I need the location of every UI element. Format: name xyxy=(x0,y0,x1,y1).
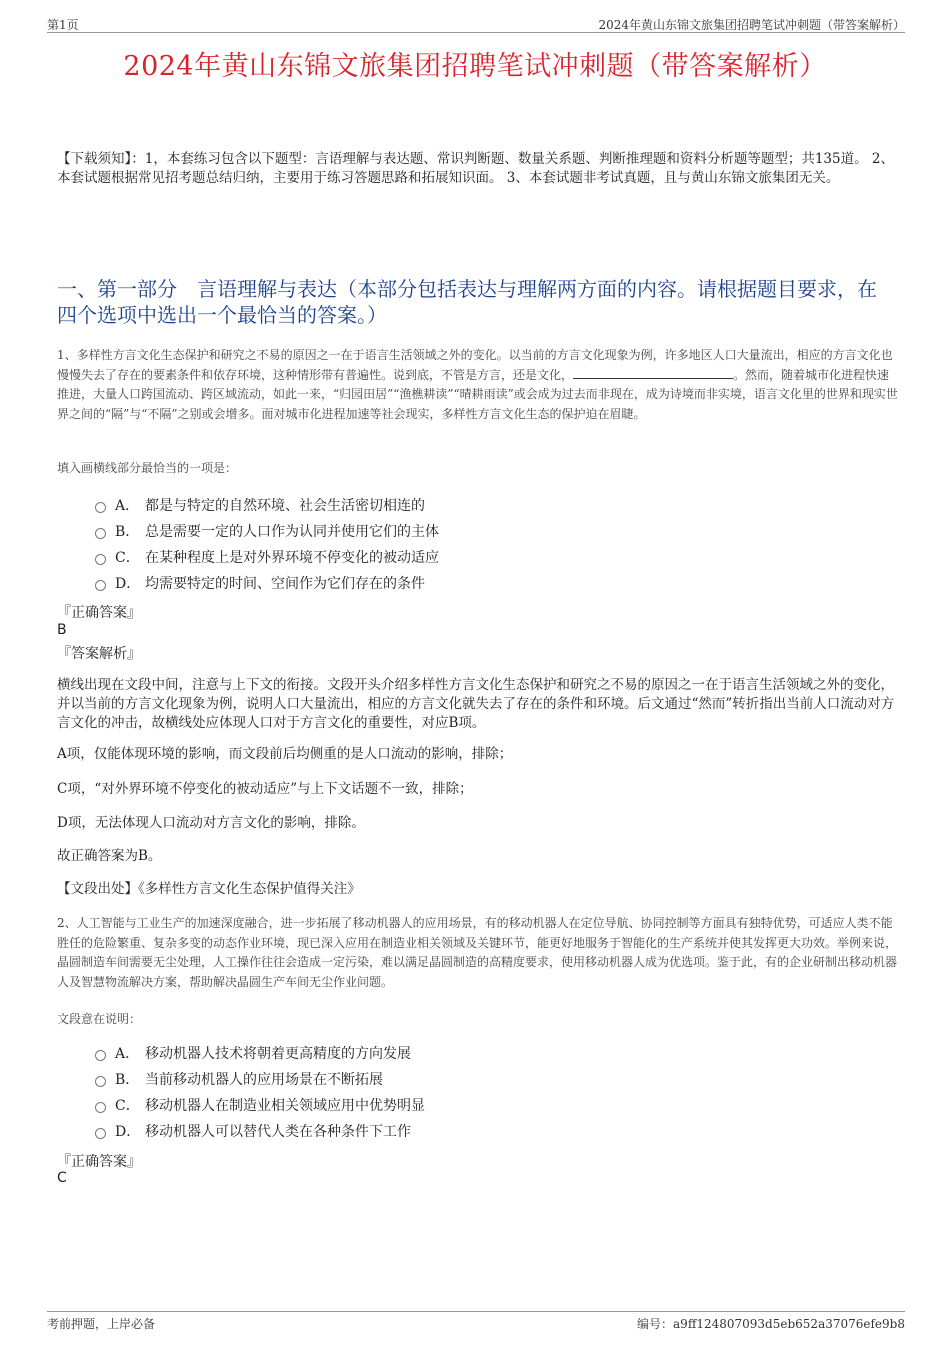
question-2-stem: 2、人工智能与工业生产的加速深度融合，进一步拓展了移动机器人的应用场景，有的移动机器人在定位导航、协同控制等方面具有独特优势，可适应人类不能胜任的危险繁重、复杂多变的动态作业环境，现已深入应用在制造业相关领域及关键环节，能更好地服务于智能化的生产系统并使其发挥更大功效。举例来说，晶圆制造车间需要无尘处理，人工操作往往会造成一定污染，难以满足晶圆制造的高精度要求，使用移动机器人成为优选项。鉴于此，有的企业研制出移动机器人及智慧物流解决方案，帮助解决晶圆生产车间无尘作业问题。 xyxy=(57,916,898,989)
analysis-label: 『答案解析』 xyxy=(57,646,141,662)
footer-divider xyxy=(47,1311,905,1313)
answer-label: 『正确答案』 xyxy=(57,1154,141,1170)
footer-slogan: 考前押题，上岸必备 xyxy=(47,1317,156,1331)
analysis-option-d: D项，无法体现人口流动对方言文化的影响，排除。 xyxy=(57,815,365,831)
radio-icon[interactable] xyxy=(95,502,106,513)
radio-icon[interactable] xyxy=(95,1102,106,1113)
question-1-prompt: 填入画横线部分最恰当的一项是： xyxy=(57,461,238,475)
radio-icon[interactable] xyxy=(95,1128,106,1139)
question-1-stem-part-b: 。然而，随着城市化进程快速推进，大量人口跨国流动、跨区域流动，如此一来，“归园田居”“渔樵耕读”“晴耕雨读”或会成为过去而非现在，成为诗境而非实境，语言文化里的世界和现实世界之间的“隔”与“不隔”之别或会增多。面对城市化进程加速等社会现实，多样性方言文化生态的保护迫在眉睫。 xyxy=(57,367,898,421)
analysis-option-a: A项，仅能体现环境的影响，而文段前后均侧重的是人口流动的影响，排除； xyxy=(57,746,513,762)
radio-icon[interactable] xyxy=(95,580,106,591)
passage-source: 【文段出处】《多样性方言文化生态保护值得关注》 xyxy=(57,881,361,897)
answer-value: C xyxy=(57,1170,67,1186)
download-notice: 【下载须知】：1，本套练习包含以下题型：言语理解与表达题、常识判断题、数量关系题、判断推理题和资料分析题等题型；共135道。 2、本套试题根据常见招考题总结归纳，主要用于练习答题思路和拓展知识面。 3、本套试题非考试真题，且与黄山东锦文旅集团无关。 xyxy=(57,151,894,186)
fill-blank-line xyxy=(573,366,733,379)
radio-icon[interactable] xyxy=(95,554,106,565)
radio-icon[interactable] xyxy=(95,1050,106,1061)
analysis-text: 横线出现在文段中间，注意与上下文的衔接。文段开头介绍多样性方言文化生态保护和研究之不易的原因之一在于语言生活领域之外的变化，并以当前的方言文化现象为例，说明人口大量流出，相应的方言文化就失去了存在的条件和环境。后文通过“然而”转折指出当前人口流动对方言文化的冲击，故横线处应体现人口对于方言文化的重要性，对应B项。 xyxy=(57,677,895,731)
page-number: 第1页 xyxy=(47,18,79,32)
answer-value: B xyxy=(57,622,67,638)
radio-icon[interactable] xyxy=(95,1076,106,1087)
answer-label: 『正确答案』 xyxy=(57,605,141,621)
question-1-stem-part-a: 1、多样性方言文化生态保护和研究之不易的原因之一在于语言生活领域之外的变化。以当前的方言文化现象为例，许多地区人口大量流出，相应的方言文化也慢慢失去了存在的要素条件和依存环境，这种情形带有普遍性。说到底，不管是方言，还是文化， xyxy=(57,348,893,382)
document-title: 2024年黄山东锦文旅集团招聘笔试冲刺题（带答案解析） xyxy=(123,51,827,82)
question-1-stem xyxy=(57,346,900,424)
section-title: 一、第一部分 言语理解与表达（本部分包括表达与理解两方面的内容。请根据题目要求，在四个选项中选出一个最恰当的答案。） xyxy=(57,277,877,327)
analysis-option-c: C项，“对外界环境不停变化的被动适应”与上下文话题不一致，排除； xyxy=(57,781,473,797)
page-header xyxy=(47,14,905,33)
radio-icon[interactable] xyxy=(95,528,106,539)
header-doc-title: 2024年黄山东锦文旅集团招聘笔试冲刺题（带答案解析） xyxy=(598,18,905,32)
conclusion: 故正确答案为B。 xyxy=(57,848,162,864)
question-2-prompt: 文段意在说明： xyxy=(57,1012,142,1026)
footer-serial: 编号：a9ff124807093d5eb652a37076efe9b8 xyxy=(637,1317,905,1331)
